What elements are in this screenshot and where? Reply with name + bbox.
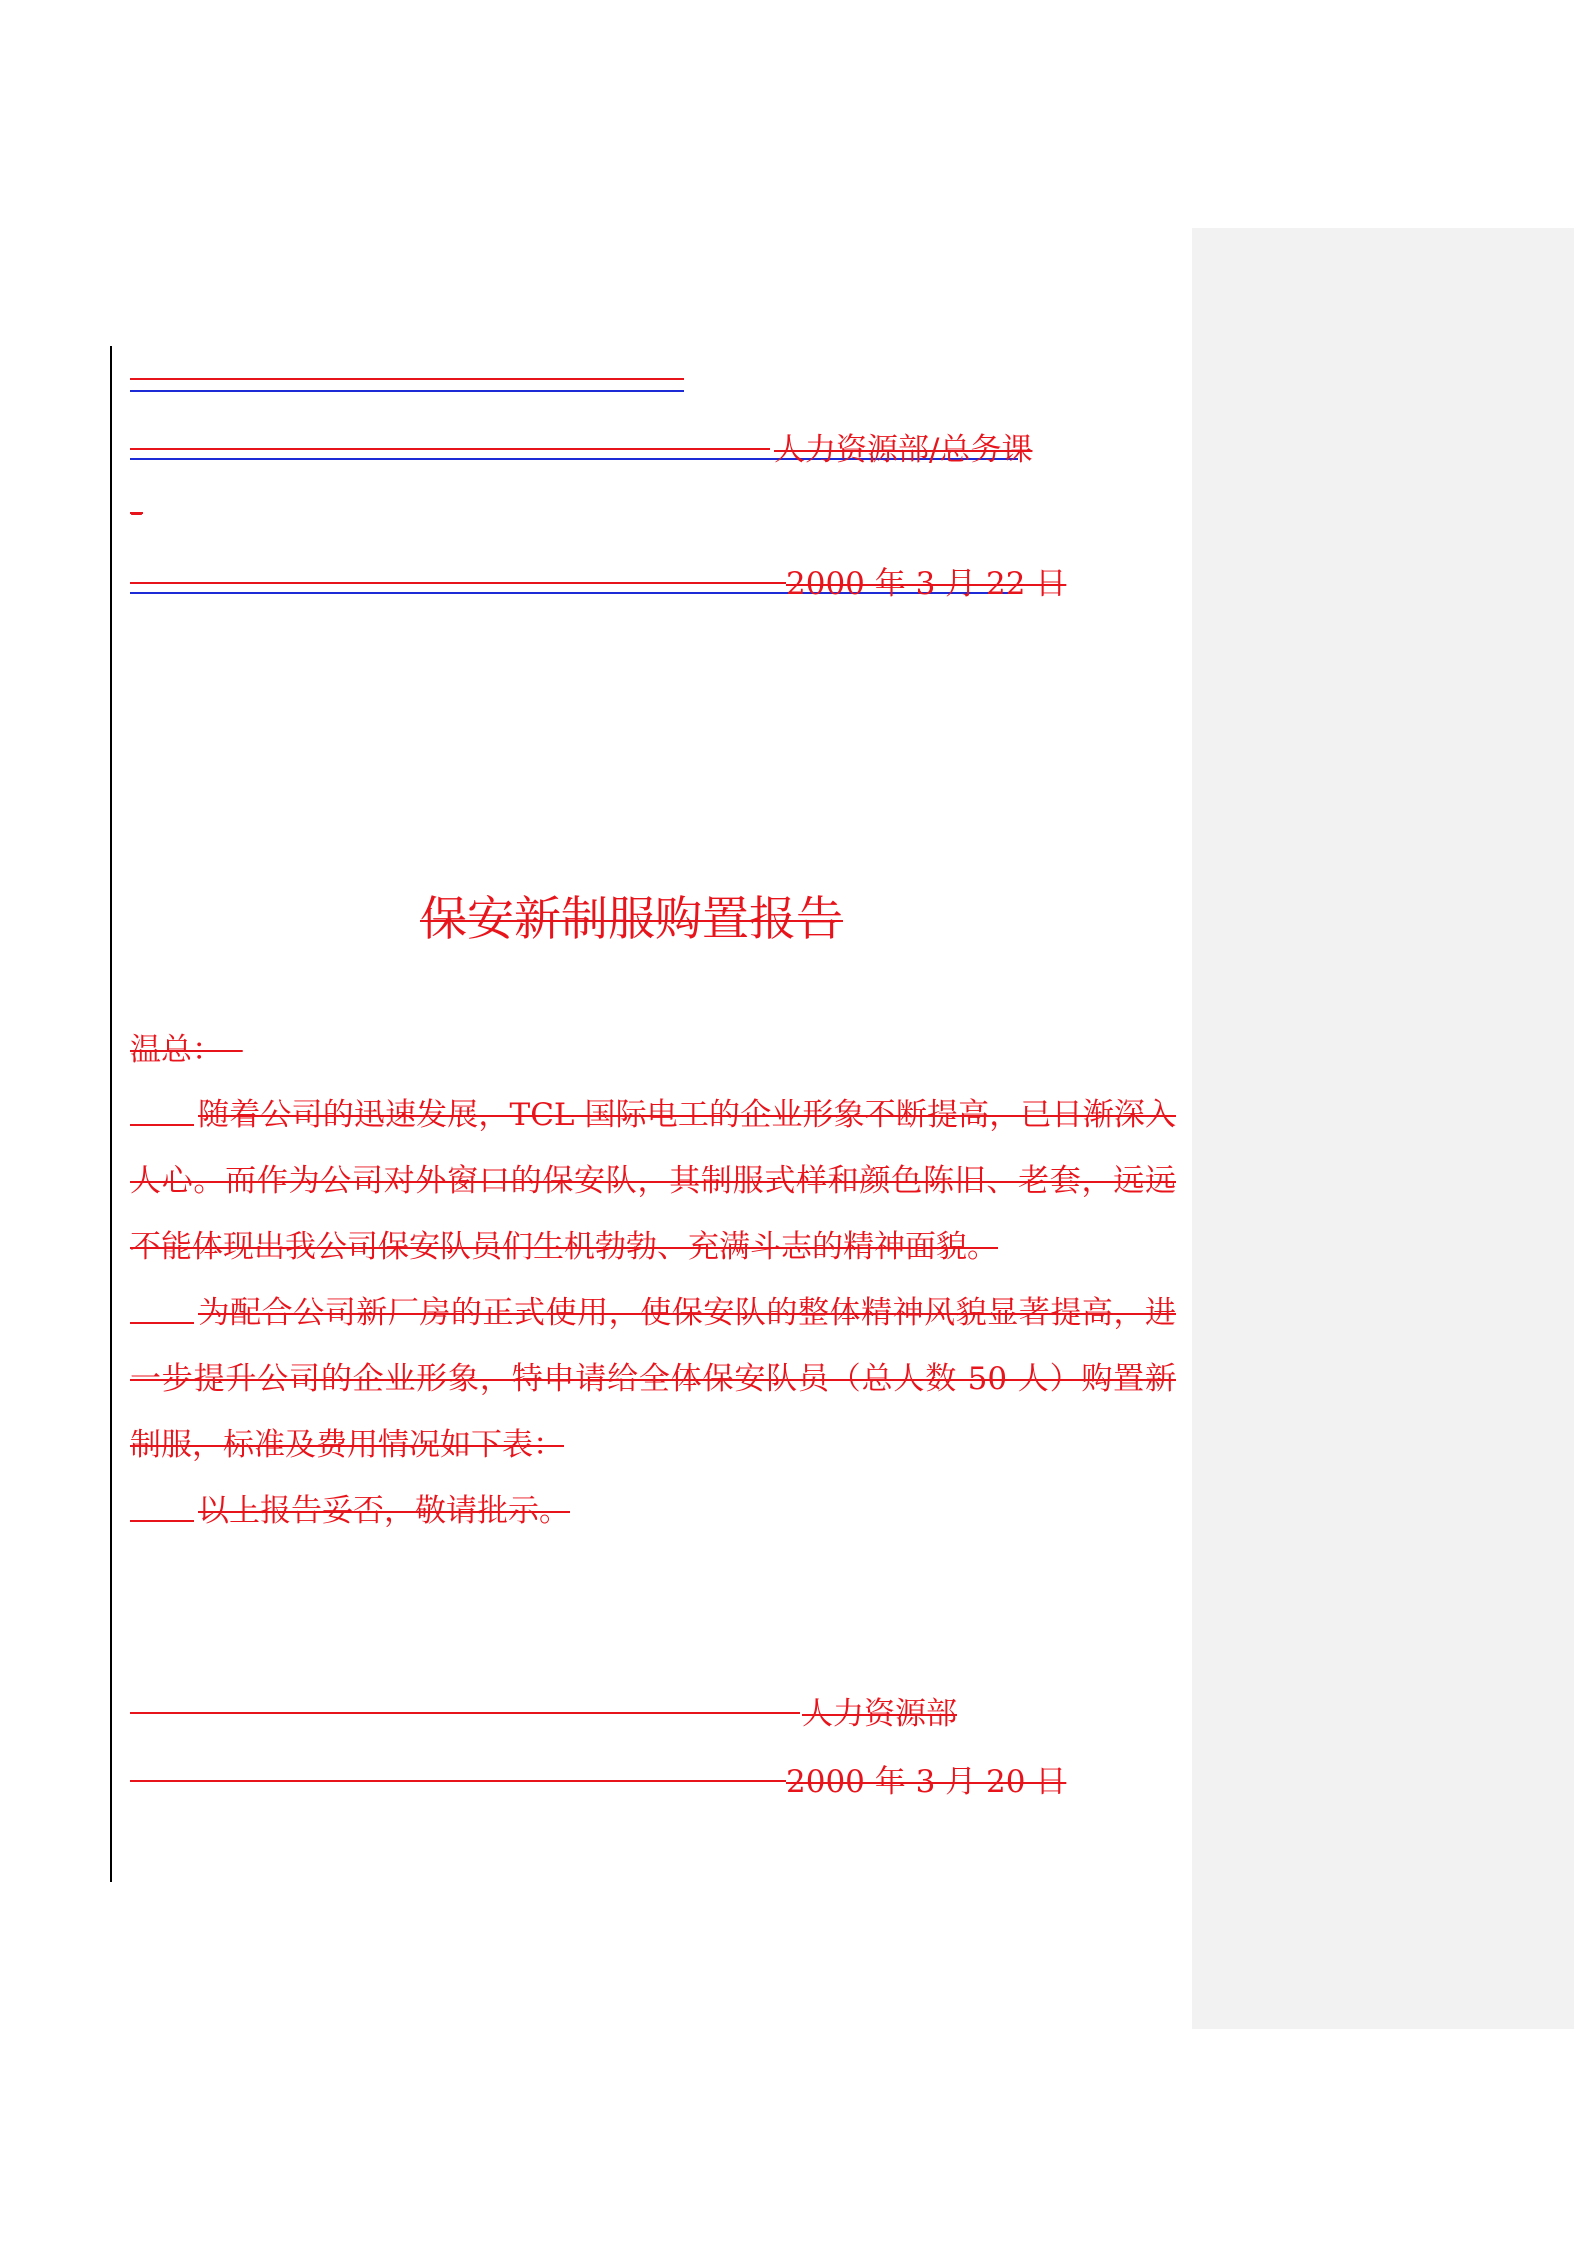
- header-department: 人力资源部/总务课: [774, 432, 1033, 468]
- signature-date: 2000 年 3 月 20 日: [786, 1764, 1067, 1800]
- header-date: 2000 年 3 月 22 日: [786, 566, 1067, 602]
- inserted-rule-top: [130, 390, 684, 392]
- salutation-text: 温总：: [130, 1032, 223, 1068]
- indent-leader: [130, 1504, 194, 1522]
- paragraph-2: [130, 1280, 1176, 1478]
- signature-tab-leader-1: [130, 1712, 800, 1714]
- paragraph-1-text: 随着公司的迅速发展，TCL 国际电工的企业形象不断提高，已日渐深入人心。而作为公司对外窗口的保安队，其制服式样和颜色陈旧、老套，远远不能体现出我公司保安队员们生机勃勃、充满斗志的精神面貌。: [130, 1097, 1176, 1265]
- change-bar: [110, 346, 112, 1882]
- comment-pane: [1192, 228, 1574, 2029]
- indent-leader: [130, 1306, 194, 1324]
- paragraph-3: [130, 1478, 1176, 1544]
- signature-tab-leader-2: [130, 1780, 786, 1782]
- indent-leader: [130, 1108, 194, 1126]
- deleted-tab-leader-2: [130, 582, 786, 584]
- paragraph-1: [130, 1082, 1176, 1280]
- salutation: [130, 1024, 243, 1069]
- header-dash: –: [130, 498, 143, 528]
- document-title: 保安新制服购置报告: [420, 892, 843, 947]
- signature-department: 人力资源部: [802, 1696, 957, 1732]
- paragraph-2-text: 为配合公司新厂房的正式使用，使保安队的整体精神风貌显著提高，进一步提升公司的企业形象，特申请给全体保安队员（总人数 50 人）购置新制服，标准及费用情况如下表：: [130, 1295, 1176, 1463]
- paragraph-3-text: 以上报告妥否，敬请批示。: [198, 1493, 570, 1529]
- deleted-rule-top: [130, 378, 684, 380]
- deleted-tab-leader-1: [130, 448, 770, 450]
